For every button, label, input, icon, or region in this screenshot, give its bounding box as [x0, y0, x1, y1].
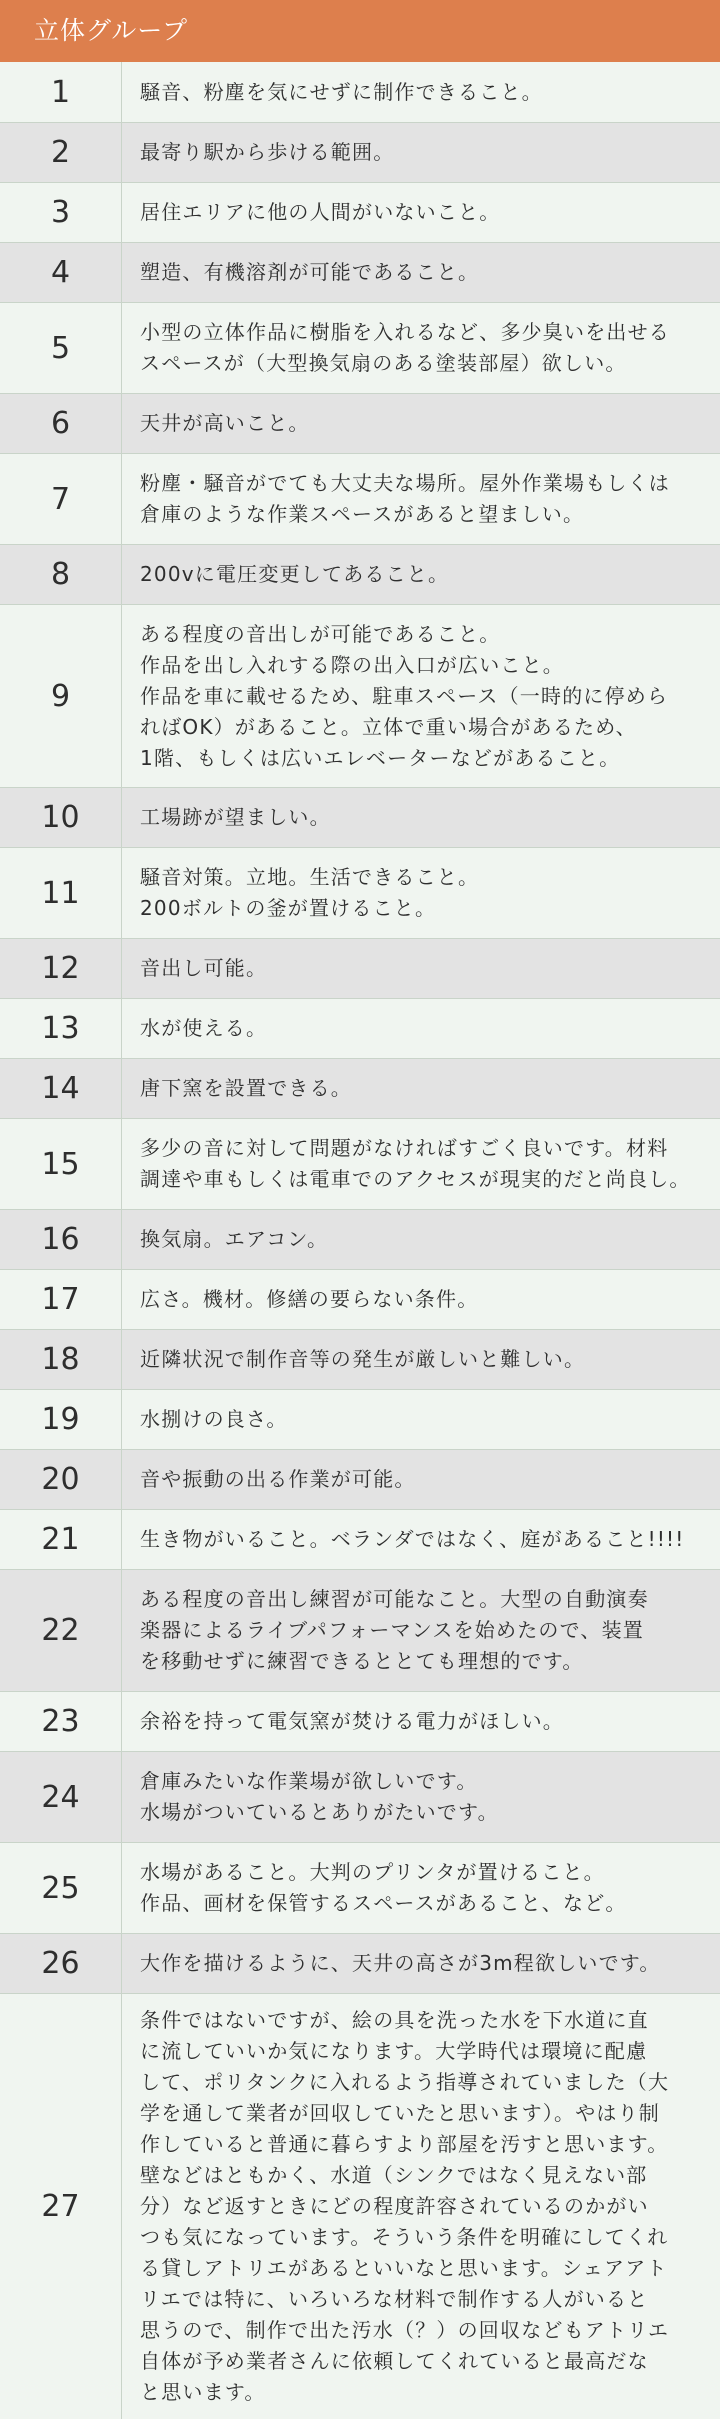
row-number: 15 — [0, 1119, 122, 1209]
table-row — [0, 1751, 720, 1842]
row-number: 10 — [0, 788, 122, 847]
row-text: 200vに電圧変更してあること。 — [140, 562, 450, 586]
row-number: 12 — [0, 939, 122, 998]
row-text: 水場があること。大判のプリンタが置けること。 作品、画材を保管するスペースがあること、など。 — [140, 1860, 627, 1915]
table-row — [0, 1933, 720, 1993]
table-row — [0, 302, 720, 393]
table-row — [0, 1118, 720, 1209]
requirements-table — [0, 62, 720, 2419]
table-row — [0, 938, 720, 998]
table-row — [0, 1269, 720, 1329]
table-row — [0, 1691, 720, 1751]
row-text: ある程度の音出しが可能であること。 作品を出し入れする際の出入口が広いこと。 作品を車に載せるため、駐車スペース（一時的に停めら ればOK）があること。立体で重い場合があるため、 1階、もしくは広いエレベーターなどがあること。 — [140, 621, 669, 770]
row-text: 余裕を持って電気窯が焚ける電力がほしい。 — [140, 1709, 564, 1733]
row-number: 1 — [0, 62, 122, 122]
table-row — [0, 242, 720, 302]
table-row — [0, 544, 720, 604]
row-text: 水が使える。 — [140, 1016, 268, 1040]
table-row — [0, 122, 720, 182]
table-row — [0, 182, 720, 242]
row-number: 6 — [0, 394, 122, 453]
row-number: 17 — [0, 1270, 122, 1329]
row-text: 騒音、粉塵を気にせずに制作できること。 — [140, 79, 543, 104]
row-text: 粉塵・騒音がでても大丈夫な場所。屋外作業場もしくは 倉庫のような作業スペースがあると望ましい。 — [140, 471, 670, 526]
row-text: 天井が高いこと。 — [140, 411, 310, 435]
table-row — [0, 998, 720, 1058]
table-row — [0, 1509, 720, 1569]
row-number: 4 — [0, 243, 122, 302]
row-number: 20 — [0, 1450, 122, 1509]
row-text: 多少の音に対して問題がなければすごく良いです。材料 調達や車もしくは電車でのアクセスが現実的だと尚良し。 — [140, 1136, 691, 1191]
table-row — [0, 1329, 720, 1389]
row-number: 2 — [0, 123, 122, 182]
row-number: 23 — [0, 1692, 122, 1751]
row-text: ある程度の音出し練習が可能なこと。大型の自動演奏 楽器によるライブパフォーマンスを始めたので、装置 を移動せずに練習できるととても理想的です。 — [140, 1587, 649, 1673]
table-row — [0, 604, 720, 787]
table-row — [0, 1209, 720, 1269]
row-text: 生き物がいること。ベランダではなく、庭があること!!!! — [140, 1527, 685, 1551]
row-text: 音出し可能。 — [140, 956, 268, 980]
row-number: 16 — [0, 1210, 122, 1269]
row-number: 9 — [0, 605, 122, 787]
row-text: 最寄り駅から歩ける範囲。 — [140, 140, 395, 164]
row-number: 3 — [0, 183, 122, 242]
row-text: 騒音対策。立地。生活できること。 200ボルトの釜が置けること。 — [140, 865, 480, 920]
table-row — [0, 393, 720, 453]
row-number: 26 — [0, 1934, 122, 1993]
row-text: 条件ではないですが、絵の具を洗った水を下水道に直 に流していいか気になります。大学時代は環境に配慮 して、ポリタンクに入れるよう指導されていました（大 学を通して業者が回収していたと思います）。やはり制 作していると普通に暮らすより部屋を汚すと思います。 壁などはともかく、水道（シンクではなく見えない部 分）など返すときにどの程度許容されているのかがい つも気になっています。そういう条件を明確にしてくれ る貸しアトリエがあるといいなと思います。シェアアト リエでは特に、いろいろな材料で制作する人がいると 思うので、制作で出た汚水（？）の回収などもアトリエ 自体が予め業者さんに依頼してくれていると最高だな と思います。 — [140, 2008, 670, 2404]
group-header — [0, 0, 720, 62]
table-row — [0, 1569, 720, 1691]
table-row — [0, 1449, 720, 1509]
table-row — [0, 787, 720, 847]
table-row — [0, 1993, 720, 2419]
row-number: 14 — [0, 1059, 122, 1118]
row-number: 24 — [0, 1752, 122, 1842]
row-number: 11 — [0, 848, 122, 938]
row-text: 広さ。機材。修繕の要らない条件。 — [140, 1287, 479, 1311]
row-number: 8 — [0, 545, 122, 604]
row-number: 25 — [0, 1843, 122, 1933]
row-text: 倉庫みたいな作業場が欲しいです。 水場がついているとありがたいです。 — [140, 1769, 499, 1824]
table-row — [0, 453, 720, 544]
row-text: 小型の立体作品に樹脂を入れるなど、多少臭いを出せる スペースが（大型換気扇のある塗装部屋）欲しい。 — [140, 320, 670, 375]
group-title: 立体グループ — [34, 16, 189, 45]
row-number: 7 — [0, 454, 122, 544]
row-text: 大作を描けるように、天井の高さが3m程欲しいです。 — [140, 1951, 661, 1975]
row-text: 居住エリアに他の人間がいないこと。 — [140, 200, 501, 224]
table-row — [0, 1842, 720, 1933]
table-row — [0, 1058, 720, 1118]
table-row — [0, 1389, 720, 1449]
row-text: 唐下窯を設置できる。 — [140, 1076, 352, 1100]
row-text: 換気扇。エアコン。 — [140, 1227, 329, 1251]
row-number: 27 — [0, 1994, 122, 2419]
table-row — [0, 847, 720, 938]
row-text: 音や振動の出る作業が可能。 — [140, 1467, 416, 1491]
row-number: 13 — [0, 999, 122, 1058]
table-row — [0, 62, 720, 122]
row-text: 塑造、有機溶剤が可能であること。 — [140, 260, 480, 284]
row-text: 近隣状況で制作音等の発生が厳しいと難しい。 — [140, 1347, 586, 1371]
row-number: 5 — [0, 303, 122, 393]
row-number: 18 — [0, 1330, 122, 1389]
row-number: 21 — [0, 1510, 122, 1569]
row-text: 水捌けの良さ。 — [140, 1407, 288, 1431]
row-number: 22 — [0, 1570, 122, 1691]
row-number: 19 — [0, 1390, 122, 1449]
row-text: 工場跡が望ましい。 — [140, 805, 331, 829]
